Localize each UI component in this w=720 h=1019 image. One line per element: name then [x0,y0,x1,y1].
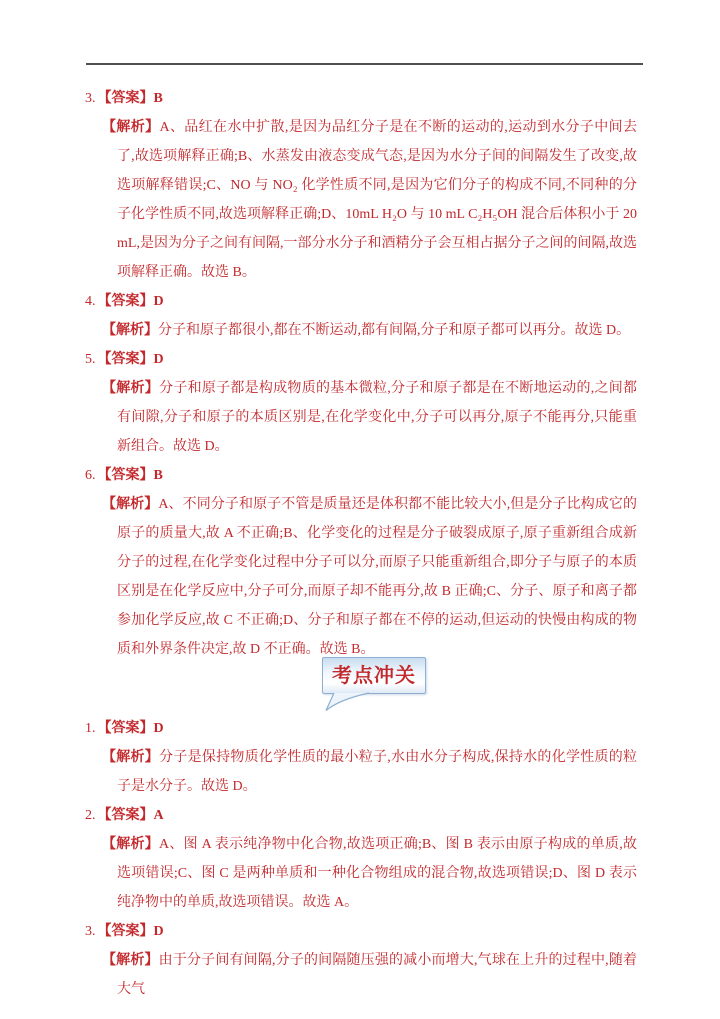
question-block [85,714,637,801]
question-number: 5. [85,352,96,367]
analysis-label: 【解析】 [102,323,158,338]
question-block [85,801,637,917]
answer-value: D [153,721,164,736]
analysis-label: 【解析】 [102,120,160,135]
answer-label: 【答案】 [97,294,154,309]
question-number: 6. [85,468,96,483]
analysis-text: 由于分子间有间隔,分子的间隔随压强的减小而增大,气球在上升的过程中,随着大气 [117,953,638,997]
answer-value: B [153,468,163,483]
analysis-text: A、不同分子和原子不管是质量还是体积都不能比较大小,但是分子比构成它的原子的质量大,故 A 不正确;B、化学变化的过程是分子破裂成原子,原子重新组合成新分子的过程,在化学变化过程中分子可以分,而原子只能重新组合,即分子与原子的本质区别是在化学反应中,分子可分,而原子却不能再分,故 B 正确;C、分子、原子和离子都参加化学反应,故 C 不正确;D、分子和原子都在不停的运动,但运动的快慢由构成的物质和外界条件决定,故 D 不正确。故选 B。 [117,497,638,657]
answer-label: 【答案】 [97,924,154,939]
answer-value: D [153,924,164,939]
analysis-text: 分子是保持物质化学性质的最小粒子,水由水分子构成,保持水的化学性质的粒子是水分子。故选 D。 [117,750,638,794]
question-block [85,345,637,461]
analysis-paragraph [85,374,637,461]
answer-value: A [153,808,164,823]
question-answer-line [85,84,637,113]
question-answer-line [85,461,637,490]
question-answer-line [85,287,637,316]
analysis-label: 【解析】 [102,381,160,396]
question-number: 4. [85,294,96,309]
question-number: 3. [85,91,96,106]
callout-label: 考点冲关 [332,664,416,687]
analysis-text: A、图 A 表示纯净物中化合物,故选项正确;B、图 B 表示由原子构成的单质,故选项错误;C、图 C 是两种单质和一种化合物组成的混合物,故选项错误;D、图 D 表示纯净物中的单质,故选项错误。故选 A。 [117,837,637,910]
analysis-label: 【解析】 [102,953,159,968]
answer-label: 【答案】 [97,352,154,367]
answer-label: 【答案】 [97,468,154,483]
analysis-paragraph [85,316,637,345]
answer-label: 【答案】 [97,91,154,106]
question-number: 3. [85,924,96,939]
callout-tail-icon [325,692,371,712]
answer-value: B [153,91,163,106]
analysis-text: A、品红在水中扩散,是因为品红分子是在不断的运动的,运动到水分子中间去了,故选项解释正确;B、水蒸发由液态变成气态,是因为水分子间的间隔发生了改变,故选项解释错误;C、NO 与 NO₂ 化学性质不同,是因为它们分子的构成不同,不同种的分子化学性质不同,故选项解释正确;D、10mL H₂O 与 10 mL C₂H₅OH 混合后体积小于 20 mL,是因为分子之间有间隔,一部分水分子和酒精分子会互相占据分子之间的间隔,故选项解释正确。故选 B。 [117,120,638,280]
question-number: 2. [85,808,96,823]
callout-bubble [322,657,426,694]
header-rule [86,63,643,65]
answer-value: D [153,294,164,309]
question-block [85,84,637,287]
answer-value: D [153,352,164,367]
analysis-label: 【解析】 [102,837,159,852]
analysis-paragraph [85,490,637,664]
question-block [85,287,637,345]
analysis-label: 【解析】 [102,750,160,765]
question-answer-line [85,801,637,830]
analysis-text: 分子和原子都是构成物质的基本微粒,分子和原子都是在不断地运动的,之间都有间隙,分子和原子的本质区别是,在化学变化中,分子可以再分,原子不能再分,只能重新组合。故选 D。 [117,381,638,454]
answer-label: 【答案】 [97,808,154,823]
question-number: 1. [85,721,96,736]
analysis-label: 【解析】 [102,497,159,512]
analysis-paragraph [85,113,637,287]
analysis-paragraph [85,743,637,801]
question-block [85,917,637,1004]
analysis-paragraph [85,830,637,917]
question-answer-line [85,714,637,743]
question-block [85,461,637,664]
answer-key-content [85,84,637,1004]
question-answer-line [85,345,637,374]
question-answer-line [85,917,637,946]
callout-row [85,664,637,714]
analysis-text: 分子和原子都很小,都在不断运动,都有间隔,分子和原子都可以再分。故选 D。 [158,323,631,338]
answer-label: 【答案】 [97,721,154,736]
analysis-paragraph [85,946,637,1004]
